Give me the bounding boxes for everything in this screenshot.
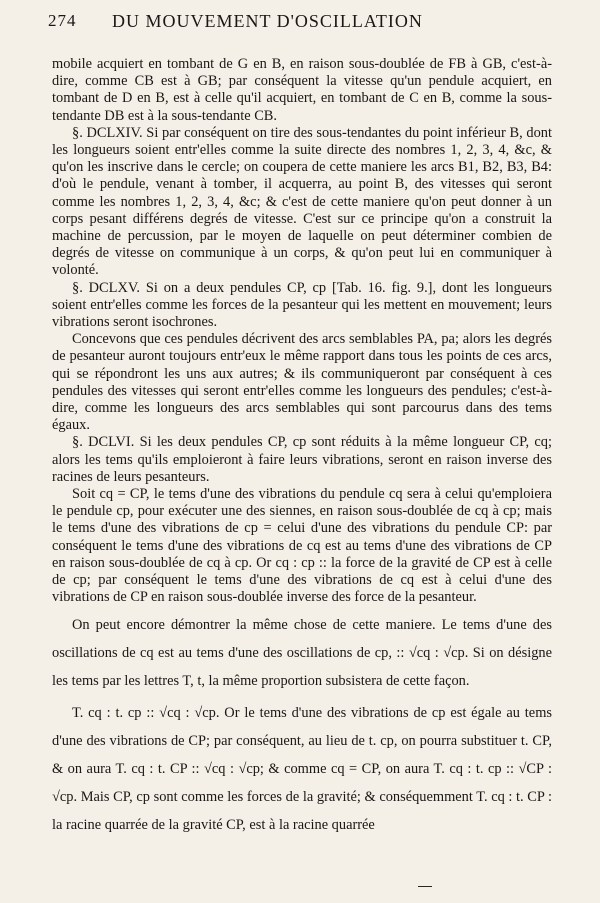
- page-number: 274: [48, 11, 77, 30]
- paragraph: T. cq : t. cp :: √cq : √cp. Or le tems d'une des vibrations de cp est égale au tems d'une des vibrations de CP; par conséquent, au lieu de t. cp, on pourra substituer t. CP, & on aura T. cq : t. CP :: √cq : √cp; & comme cq = CP, on aura T. cq : t. cp :: √CP : √cp. Mais CP, cp sont comme les forces de la gravité; & conséquemment T. cq : t. CP : la racine quarrée de la gravité CP, est à la racine quarrée: [52, 704, 552, 833]
- paragraph: §. DCLXIV. Si par conséquent on tire des sous-tendantes du point inférieur B, dont les longueurs soient entr'elles comme la suite directe des nombres 1, 2, 3, 4, &c, & qu'on les inscrive dans le cercle; on coupera de cette maniere les arcs B1, B2, B3, B4: d'où le pendule, venant à tomber, il acquerra, au point B, des vitesses qui seront comme les nombres 1, 2, 3, 4, &c; & c'est de cette maniere qu'on peut donner à un corps pesant différens degrés de vitesse. C'est sur ce principe qu'on a construit la machine de percussion, par le moyen de laquelle on peut déterminer combien de degrés de vitesse on communique à un corps, & qu'on peut lui en communiquer à volonté.: [52, 124, 552, 279]
- running-title: DU MOUVEMENT D'OSCILLATION: [112, 11, 423, 31]
- paragraph: Concevons que ces pendules décrivent des arcs semblables PA, pa; alors les degrés de pesanteur auront toujours entr'eux le même rapport dans tous les points de ces arcs, qui se répondront les uns aux autres; & ils communiqueront par conséquent à ces pendules des vitesses qui seront entr'elles comme les longueurs des pendules; c'est-à-dire, comme les longueurs des arcs semblables qui sont parcourus dans des tems égaux.: [52, 331, 552, 434]
- paragraph: Soit cq = CP, le tems d'une des vibrations du pendule cq sera à celui qu'emploiera le pendule cp, pour exécuter une des siennes, en raison sous-doublée de cq à cp; mais le tems d'une des vibrations de cp = celui d'une des vibrations du pendule CP: par conséquent le tems d'une des vibrations de cq est au tems d'une des vibrations de CP en raison sous-doublée de cq à cp. Or cq : cp :: la force de la gravité de CP est à celle de cp; par conséquent le tems d'une des vibrations de cq est à celui d'une des vibrations de CP en raison sous-doublée inverse des force de la pesanteur.: [52, 486, 552, 606]
- paragraph: §. DCLVI. Si les deux pendules CP, cp sont réduits à la même longueur CP, cq; alors les tems qu'ils emploieront à faire leurs vibrations, seront en raison inverse des racines de leurs pesanteurs.: [52, 434, 552, 485]
- catchword-mark: [418, 886, 432, 887]
- paragraph: §. DCLXV. Si on a deux pendules CP, cp [Tab. 16. fig. 9.], dont les longueurs soient entr'elles comme les forces de la pesanteur qui les mettent en mouvement; leurs vibrations seront isochrones.: [52, 279, 552, 331]
- body-text: [52, 56, 552, 839]
- paragraph: On peut encore démontrer la même chose de cette maniere. Le tems d'une des oscillations de cq est au tems d'une des oscillations de cp, :: √cq : √cp. Si on désigne les tems par les lettres T, t, la même proportion subsistera de cette façon.: [52, 616, 552, 689]
- paragraph: mobile acquiert en tombant de G en B, en raison sous-doublée de FB à GB, c'est-à-dire, comme CB est à GB; par conséquent la vitesse qu'un pendule acquiert, en tombant de D en B, est à celle qu'il acquiert, en tombant de C en B, comme la sous-tendante DB est à la sous-tendante CB.: [52, 56, 552, 124]
